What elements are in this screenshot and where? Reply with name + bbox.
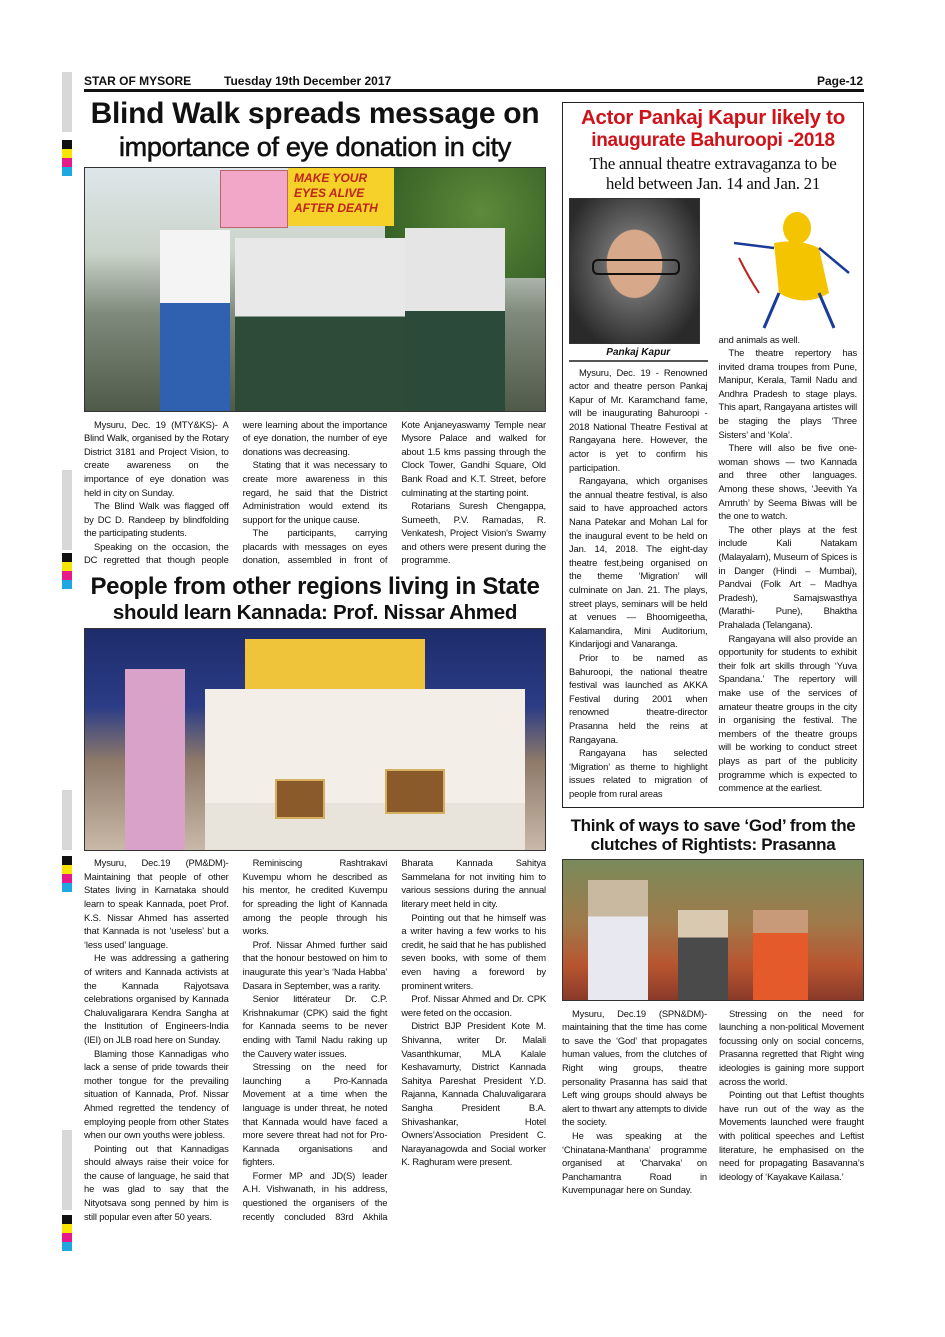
registration-black xyxy=(62,140,72,149)
paragraph: Former MP and JD(S) leader A.H. Vishwanath, in his address, questioned the organisers of the recently concluded 83rd Akhila Bharata Kannada Sahitya Sammelana for not inviting him to various sessions during the annual literary meet held in city. xyxy=(242,857,546,1222)
paragraph: Stressing on the need for launching a non-political Movement focussing only on social concerns, Prasanna regretted that Right wing ideologies is gaining more support across the world. xyxy=(719,1007,864,1087)
dancer-illustration xyxy=(719,198,856,333)
headline-prasanna: Think of ways to save ‘God’ from the xyxy=(570,815,856,835)
registration-black xyxy=(62,856,72,865)
registration-magenta xyxy=(62,158,72,167)
headline-kannada-line2: should learn Kannada: Prof. Nissar Ahmed xyxy=(112,600,518,624)
caption-rule xyxy=(569,360,708,362)
pankaj-kapur-portrait xyxy=(569,198,700,344)
registration-cyan xyxy=(62,167,72,176)
pankaj-body-col1 xyxy=(569,366,708,801)
registration-magenta xyxy=(62,1233,72,1242)
paragraph: Mysuru, Dec. 19 (MTY&KS)- A Blind Walk, organised by the Rotary District 3181 and Project Vision, to create awareness on the importance of eye donation was held in city on Sunday. xyxy=(84,418,229,498)
felicitation-photo xyxy=(84,628,546,851)
masthead: STAR OF MYSORE xyxy=(84,74,192,88)
headline-prasanna-line2: clutches of Rightists: Prasanna xyxy=(590,835,836,855)
paragraph: There will also be five one-woman shows — two Kannada and three other languages. Among these shows, ‘Jeevith Ya Amruth’ by Seema Biwas will be the one to watch. xyxy=(718,442,857,522)
crop-mark xyxy=(62,790,72,850)
paragraph: The other plays at the fest include Kali Natakam (Malayalam), Museum of Spices is in Danger (Hindi – Mumbai), Pandvai (Folk Art – Madhya Pradesh), Samajswasthya (Marathi- Pune), Bhaktha Prahalada (Telangana). xyxy=(718,523,857,630)
registration-yellow xyxy=(62,1224,72,1233)
headline-pankaj-line2: inaugurate Bahuroopi -2018 xyxy=(591,129,835,151)
crop-mark xyxy=(62,1130,72,1210)
paragraph: Pointing out that he himself was a writer having a few works to his credit, he said that he has published seven books, with some of them even having a foreword by prominent writers. xyxy=(401,911,546,991)
paragraph: Rotarians Suresh Chengappa, Sumeeth, P.V. Ramadas, R. Venkatesh, Project Vision's Swamy and others were present during the programme. xyxy=(401,500,546,566)
prasanna-body xyxy=(562,1007,864,1197)
paragraph: The participants, carrying placards with messages on eyes donation, assembled in front of Kote Anjaneyaswamy Temple near Mysore Palace and walked for about 1.5 kms passing through the Clock Tower, Gandhi Square, Old Bank Road and K.T. Street, before culminating at the starting point. xyxy=(242,418,546,566)
headline-pankaj: Actor Pankaj Kapur likely to xyxy=(581,106,845,129)
left-column xyxy=(84,97,546,1223)
registration-yellow xyxy=(62,865,72,874)
right-column xyxy=(562,102,864,1197)
photo-caption: Pankaj Kapur xyxy=(606,346,671,358)
paragraph: The Blind Walk was flagged off by DC D. Randeep by blindfolding the participating students. xyxy=(84,500,229,539)
paragraph: The theatre repertory has invited drama troupes from Pune, Manipur, Kerala, Tamil Nadu and Andhra Pradesh to stage plays. This apart, Rangayana artistes will be staging the plays ‘Three Sisters’ and ‘Kola’. xyxy=(718,347,857,440)
paragraph: Blaming those Kannadigas who lack a sense of pride towards their mother tongue for the prevailing situation of Kannada, Prof. Nissar Ahmed regretted the tendency of employing people from other States when our own youths were jobless. xyxy=(84,1047,229,1141)
paragraph: Rangayana, which organises the annual theatre festival, is also said to have approached actors Nana Patekar and Mohan Lal for the inaugural event to be held on Jan. 14, 2018. The eight-day theatre fest,being organised on the theme ‘Migration’ will culminate on Jan. 21. The plays, street plays, seminars will be held at venues — Bhoomigeetha, Kalamandira, Mini Auditorium, Kindarijogi and Vanaranga. xyxy=(569,475,708,650)
crop-mark xyxy=(62,470,72,550)
issue-date: Tuesday 19th December 2017 xyxy=(224,74,392,88)
registration-cyan xyxy=(62,580,72,589)
registration-black xyxy=(62,553,72,562)
crop-mark xyxy=(62,72,72,132)
paragraph: He was addressing a gathering of writers and Kannada activists at the Kannada Rajyotsava celebrations organised by Kannada Chaluvaligarara Kendra Sangha at the Institution of Engineers-India (IEI) on JLB road here on Sunday. xyxy=(84,952,229,1045)
subhead-line2: held between Jan. 14 and Jan. 21 xyxy=(605,173,821,193)
prasanna-photo xyxy=(562,859,864,1001)
paragraph: and animals as well. xyxy=(718,333,800,345)
registration-cyan xyxy=(62,883,72,892)
paragraph: Stating that it was necessary to create more awareness in this regard, he said that the District Administration would extend its support for the unique cause. xyxy=(242,459,388,525)
headline-kannada: People from other regions living in State xyxy=(90,573,540,601)
paragraph: Rangayana has selected ‘Migration’ as theme to highlight issues related to migration of people from rural areas xyxy=(569,747,708,799)
paragraph: Prof. Nissar Ahmed further said that the honour bestowed on him to inaugurate this year’s ‘Nada Habba’ Dasara in September, was a rarity. xyxy=(242,938,388,991)
paragraph: Mysuru, Dec.19 (SPN&DM)- maintaining that the time has come to save the ‘God’ that propagates human values, from the clutches of Right wing groups, theatre personality Prasanna has said that Left wing groups should always be alert to thwart any attempts to divide the society. xyxy=(562,1007,707,1128)
registration-magenta xyxy=(62,874,72,883)
registration-black xyxy=(62,1215,72,1224)
paragraph: Mysuru, Dec.19 (PM&DM)- Maintaining that people of other States living in Karnataka should learn to speak Kannada, poet Prof. K.S. Nissar Ahmed has asserted that Kannada is not ‘useless’ but a ‘less used’ language. xyxy=(84,857,229,950)
paragraph: Prior to be named as Bahuroopi, the national theatre festival was launched as AKKA Festival during 2001 when renowned theatre-director Prasanna held the reins at Rangayana. xyxy=(569,651,708,745)
kannada-body xyxy=(84,856,546,1223)
placard-text: MAKE YOUR EYES ALIVE AFTER DEATH xyxy=(288,168,394,226)
paragraph: Reminiscing Rashtrakavi Kuvempu whom he described as his mentor, he credited Kuvempu for spreading the light of Kannada among the people through his works. xyxy=(242,857,388,937)
registration-yellow xyxy=(62,149,72,158)
registration-cyan xyxy=(62,1242,72,1251)
page-number: Page-12 xyxy=(816,74,863,88)
paragraph: Senior littérateur Dr. C.P. Krishnakumar (CPK) said the fight for Kannada seems to be never ending with Tamil Nadu raking up the Cauvery water issues. xyxy=(242,993,388,1059)
blind-walk-photo xyxy=(84,167,546,412)
paragraph: Pointing out that Leftist thoughts have run out of the way as the Movements launched were fraught with political speeches and Leftist literature, he emphasised on the need for propagating Basavanna’s ideology of ‘Kayakave Kailasa.’ xyxy=(719,1089,864,1182)
paragraph: Speaking on the occasion, the DC regretted that though people were learning about the importance of eye donation, the number of eye donations was decreasing. xyxy=(84,418,388,566)
headline-blind-walk: Blind Walk spreads message on xyxy=(90,97,540,130)
header-rule xyxy=(84,89,864,92)
paragraph: Rangayana will also provide an opportunity for students to exhibit their folk art skills through ‘Yuva Spandana.’ The repertory will make use of the services of amateur theatre groups in the city in organising the festival. The members of the theatre groups will be working to conduct street plays as part of the publicity programme which is expected to commence at the earliest. xyxy=(718,632,857,794)
paragraph: Stressing on the need for launching a Pro-Kannada Movement at a time when the language is under threat, he noted that Kannada would have faced a more severe threat had not for Pro-Kannada organisations and fighters. xyxy=(242,1061,388,1168)
registration-magenta xyxy=(62,571,72,580)
subhead-line1: The annual theatre extravaganza to be xyxy=(589,154,837,174)
paragraph: He was speaking at the ‘Chinatana-Manthana’ programme organised at ‘Charvaka’ on Panchamantra Road in Kuvempunagar here on Sunday. xyxy=(562,1129,707,1196)
headline-blind-walk-line2: importance of eye donation in city xyxy=(118,131,512,162)
pankaj-body-col2 xyxy=(719,333,858,795)
paragraph: Pointing out that Kannadigas should always raise their voice for the cause of language, he said that he was glad to say that the Nityotsava song penned by him is still popular even after 50 years. xyxy=(84,1142,229,1222)
paragraph: Mysuru, Dec. 19 - Renowned actor and theatre person Pankaj Kapur of Mr. Karamchand fame, will be inaugurating Bahuroopi - 2018 National Theatre Festival at Rangayana here. However, the actor is yet to confirm his participation. xyxy=(569,366,708,473)
blind-walk-body xyxy=(84,418,546,568)
pankaj-kapur-box xyxy=(562,102,864,808)
registration-yellow xyxy=(62,562,72,571)
paragraph: Prof. Nissar Ahmed and Dr. CPK were feted on the occasion. xyxy=(401,993,546,1018)
paragraph: District BJP President Kote M. Shivanna, writer Dr. Malali Vasanthkumar, MLA Kalale Keshavamurty, District Kannada Sahitya Pareshat President Y.D. Rajanna, Kannada Chaluvaligarara Sangha President B.A. Shivashankar, Hotel Owners’Association President C. Narayanagowda and Social worker K. Raghuram were present. xyxy=(401,1020,546,1168)
